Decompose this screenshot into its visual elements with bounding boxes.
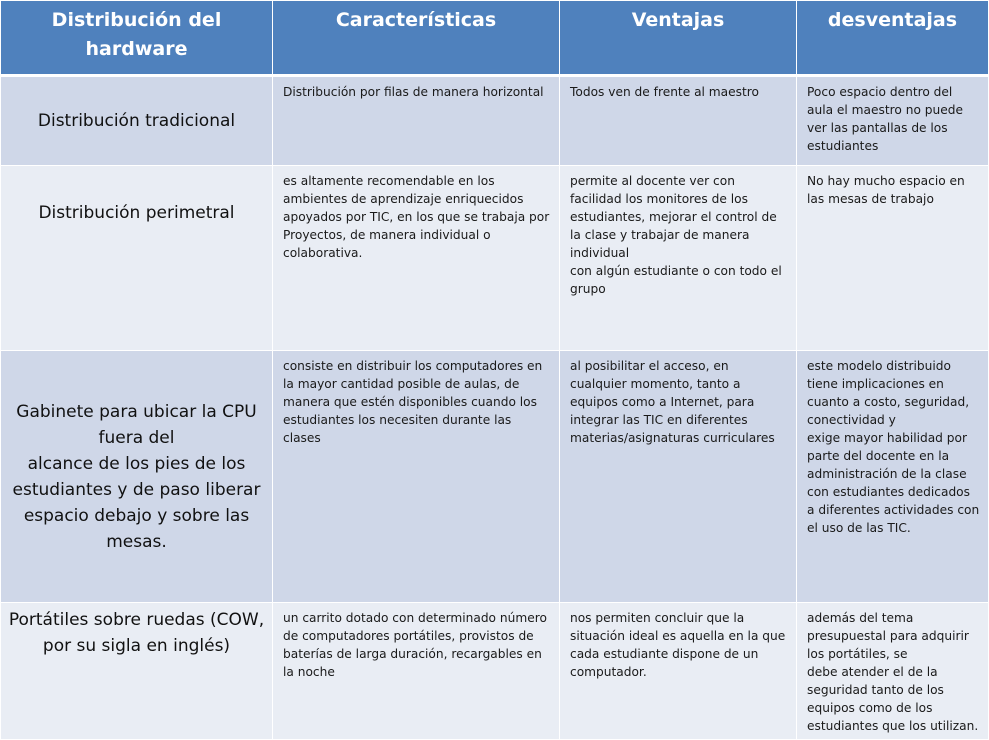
- cell-ventajas: permite al docente ver con facilidad los monitores de los estudiantes, mejorar el control de la clase y trabajar de manera individual con algún estudiante o con todo el grupo: [560, 166, 797, 351]
- cell-caracteristicas: un carrito dotado con determinado número de computadores portátiles, provistos de baterías de larga duración, recargables en la noche: [273, 603, 560, 740]
- cell-desventajas: este modelo distribuido tiene implicaciones en cuanto a costo, seguridad, conectividad y exige mayor habilidad por parte del docente en la administración de la clase con estudiantes dedicados a diferentes actividades con el uso de las TIC.: [797, 351, 989, 603]
- cell-desventajas: Poco espacio dentro del aula el maestro no puede ver las pantallas de los estudiantes: [797, 76, 989, 166]
- header-desventajas: desventajas: [797, 1, 989, 76]
- row-label-tradicional: Distribución tradicional: [1, 76, 273, 166]
- cell-ventajas: nos permiten concluir que la situación ideal es aquella en la que cada estudiante dispone de un computador.: [560, 603, 797, 740]
- cell-desventajas: No hay mucho espacio en las mesas de trabajo: [797, 166, 989, 351]
- cell-caracteristicas: consiste en distribuir los computadores en la mayor cantidad posible de aulas, de manera que estén disponibles cuando los estudiantes los necesiten durante las clases: [273, 351, 560, 603]
- table-row: [1, 603, 989, 740]
- cell-ventajas: al posibilitar el acceso, en cualquier momento, tanto a equipos como a Internet, para integrar las TIC en diferentes materias/asignaturas curriculares: [560, 351, 797, 603]
- header-ventajas: Ventajas: [560, 1, 797, 76]
- row-label-perimetral: Distribución perimetral: [1, 166, 273, 351]
- row-label-portatiles: Portátiles sobre ruedas (COW, por su sigla en inglés): [1, 603, 273, 740]
- header-distribucion: Distribución del hardware: [1, 1, 273, 76]
- header-caracteristicas: Características: [273, 1, 560, 76]
- cell-caracteristicas: es altamente recomendable en los ambientes de aprendizaje enriquecidos apoyados por TIC, en los que se trabaja por Proyectos, de manera individual o colaborativa.: [273, 166, 560, 351]
- cell-desventajas: además del tema presupuestal para adquirir los portátiles, se debe atender el de la seguridad tanto de los equipos como de los estudiantes que los utilizan.: [797, 603, 989, 740]
- table-row: [1, 166, 989, 351]
- cell-caracteristicas: Distribución por filas de manera horizontal: [273, 76, 560, 166]
- cell-ventajas: Todos ven de frente al maestro: [560, 76, 797, 166]
- table-row: [1, 351, 989, 603]
- row-label-gabinete: Gabinete para ubicar la CPU fuera del alcance de los pies de los estudiantes y de paso liberar espacio debajo y sobre las mesas.: [1, 351, 273, 603]
- table-row: [1, 76, 989, 166]
- table-header-row: [1, 1, 989, 76]
